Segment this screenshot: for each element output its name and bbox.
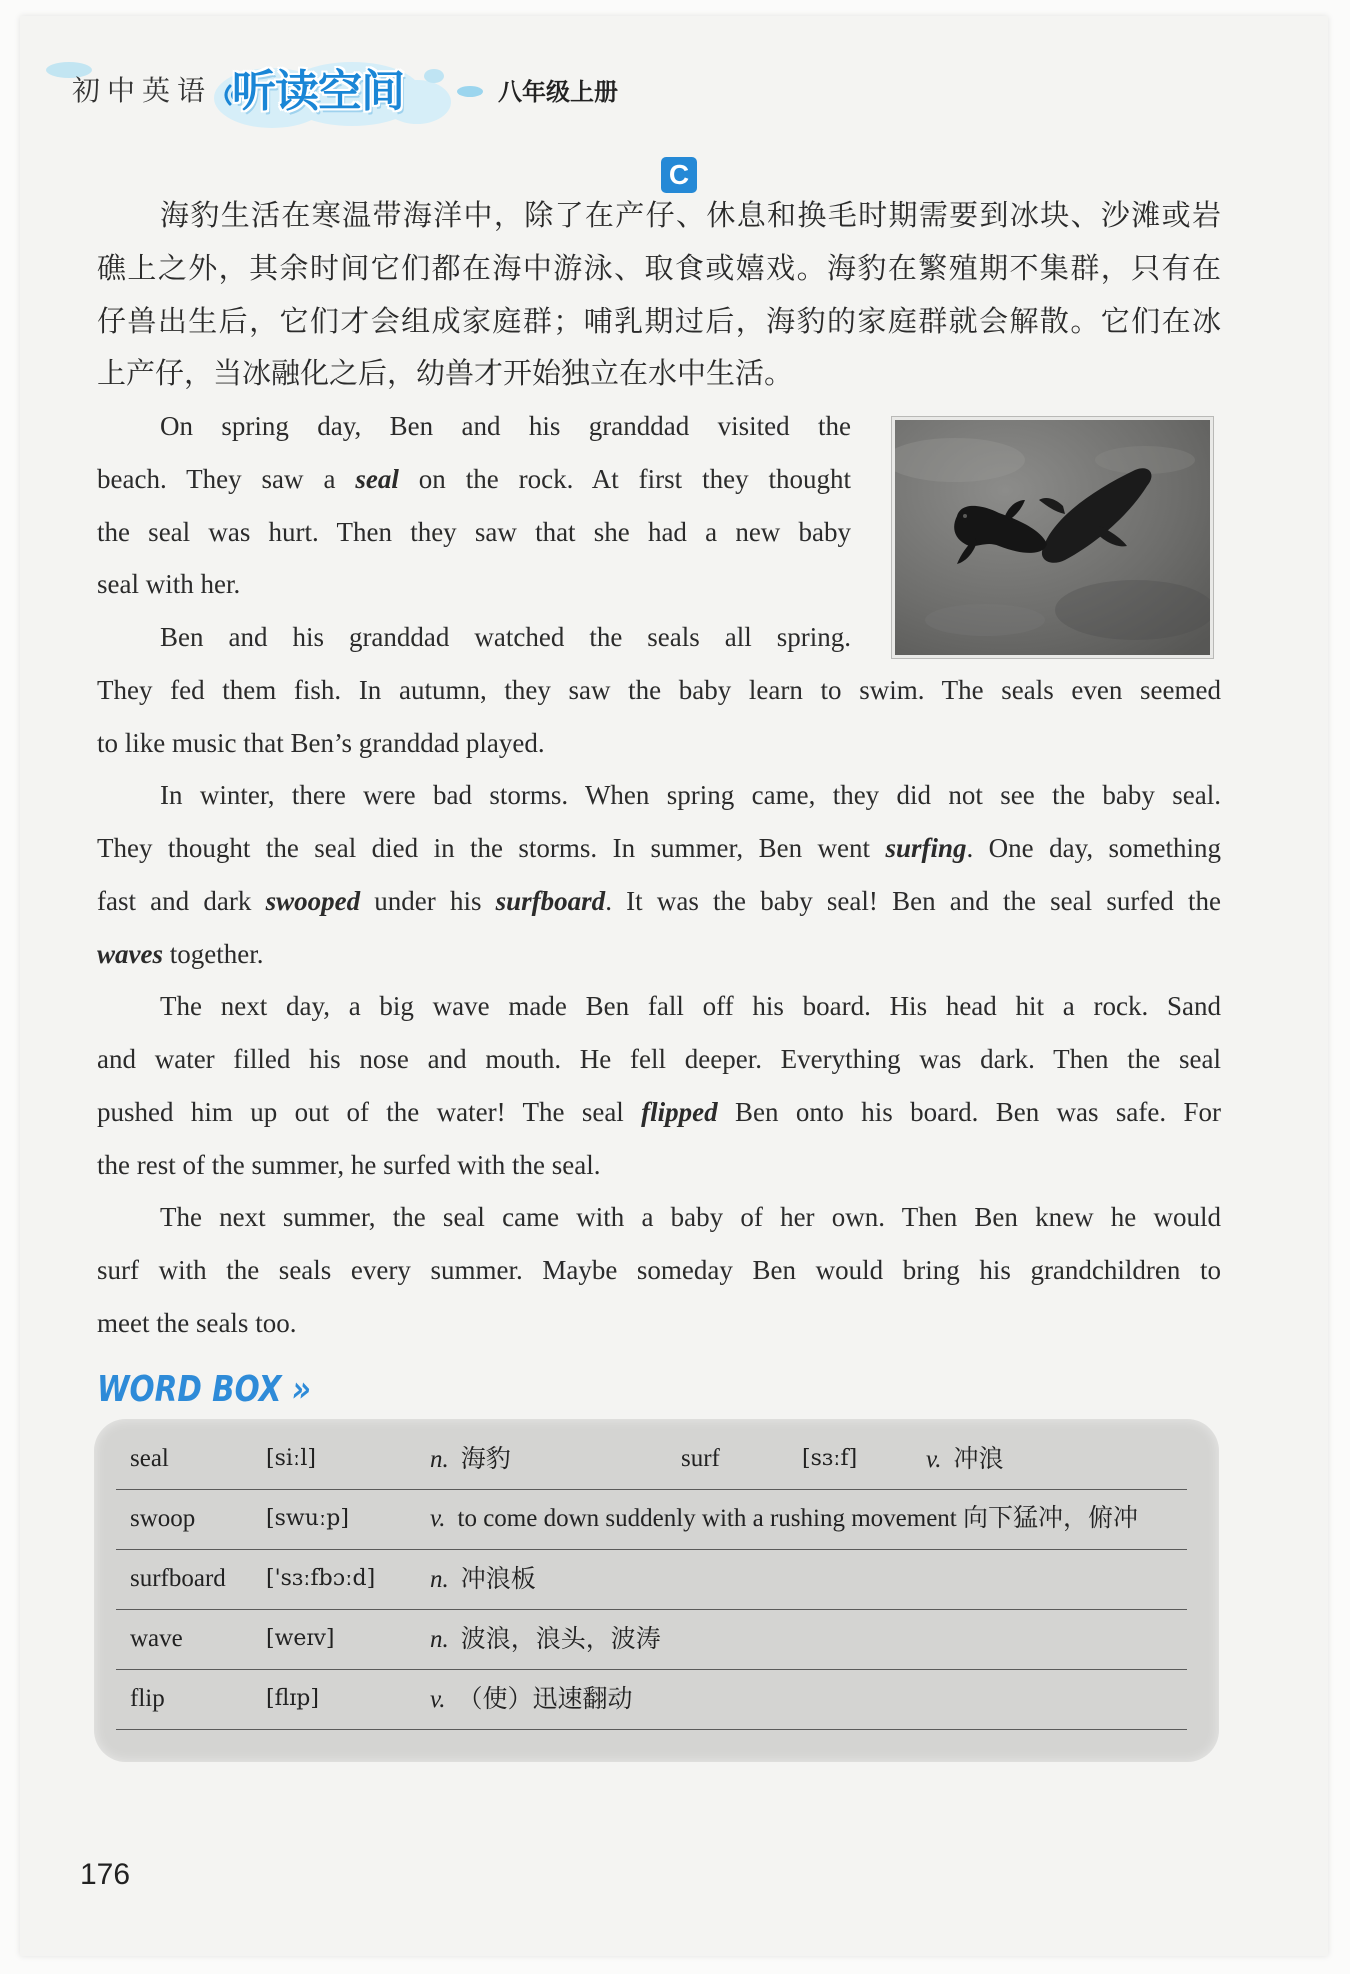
vocab-phonetic: [siːl] [266,1446,316,1471]
passage-line [97,1191,1221,1244]
text-run: The next summer, the seal came with a baby of her own. Then Ben knew he would [160,1202,1221,1233]
vocab-definition [926,1430,1004,1489]
intro-line: 仔兽出生后，它们才会组成家庭群；哺乳期过后，海豹的家庭群就会解散。它们在冰 [97,303,1221,338]
drop-decoration [457,86,483,97]
vocab-phonetic: [flɪp] [266,1686,319,1711]
text-run: under his [360,885,496,916]
seal-photo [891,416,1214,659]
text-run: together. [162,938,264,969]
vocab-word: swooped [265,885,361,916]
text-run: surf with the seals every summer. Maybe someday Ben would bring his grandchildren to [97,1255,1221,1285]
passage-paragraph [97,769,1221,980]
vocab-definition [430,1430,511,1489]
text-run: . It was the baby seal! Ben and the seal surfed the [605,885,1221,916]
word-box [94,1419,1219,1762]
word-box-row [116,1490,1187,1550]
word-box-row [116,1430,1187,1490]
vocab-phonetic: [sɜːf] [802,1446,858,1471]
vocab-phonetic: [weɪv] [266,1626,335,1651]
passage-line [97,769,1221,822]
vocab-term: swoop [130,1505,196,1532]
intro-line: 海豹生活在寒温带海洋中，除了在产仔、休息和换毛时期需要到冰块、沙滩或岩 [160,198,1221,232]
text-run: to like music that Ben’s granddad played. [97,727,545,758]
section-badge: C [661,157,697,193]
text-run: Ben and his granddad watched the seals all spring. [160,622,851,652]
vocab-definition [430,1610,661,1669]
passage-line [97,506,851,559]
page-number: 176 [80,1858,131,1891]
intro-line: 礁上之外，其余时间它们都在海中游泳、取食或嬉戏。海豹在繁殖期不集群，只有在 [97,250,1221,285]
passage-line [97,558,851,611]
text-run: On spring day, Ben and his granddad visited the [160,411,851,441]
passage-line [97,1086,1221,1139]
vocab-word: flipped [641,1096,718,1127]
part-of-speech: v. [926,1446,942,1473]
text-run: They thought the seal died in the storms. In summer, Ben went [97,833,886,863]
text-run: the seal was hurt. Then they saw that she had a new baby [97,516,851,547]
text-run: seal with her. [97,569,241,600]
word-box-title [97,1368,311,1412]
text-run: beach. They saw a [97,463,356,494]
vocab-word: seal [355,463,399,494]
passage-line [97,1244,1221,1297]
passage-line [97,664,1221,717]
vocab-definition [430,1490,1138,1548]
passage-paragraph [97,1191,1221,1349]
text-run: fast and dark [97,885,266,916]
word-box-row [116,1670,1187,1730]
textbook-page [20,16,1328,1956]
word-box-row [116,1550,1187,1610]
vocab-term: surfboard [130,1565,226,1592]
vocab-meaning: （使）迅速翻动 [457,1684,633,1713]
vocab-word: surfboard [495,885,606,916]
vocab-definition [430,1550,536,1609]
intro-line: 上产仔，当冰融化之后，幼兽才开始独立在水中生活。 [97,356,794,391]
vocab-phonetic: [swuːp] [266,1506,349,1531]
vocab-phonetic: ['sɜːfbɔːd] [266,1566,376,1591]
text-run: and water filled his nose and mouth. He fell deeper. Everything was dark. Then the seal [97,1044,1221,1074]
vocab-term: seal [130,1445,169,1472]
vocab-meaning: to come down suddenly with a rushing movement 向下猛冲，俯冲 [457,1505,1138,1532]
reading-passage [97,189,1221,1350]
double-chevron-icon: » [291,1369,311,1410]
vocab-meaning: 海豹 [460,1444,511,1473]
passage-line [97,453,851,506]
passage-line [97,980,1221,1033]
part-of-speech: v. [430,1505,446,1532]
text-run: pushed him up out of the water! The seal [97,1096,642,1127]
part-of-speech: n. [430,1626,449,1653]
passage-line [97,928,1221,981]
text-run: The next day, a big wave made Ben fall off his board. His head hit a rock. Sand [160,991,1221,1022]
text-run: . One day, something [966,833,1221,863]
text-run: Ben onto his board. Ben was safe. For [717,1096,1221,1127]
passage-line [97,1139,1221,1192]
passage-line [97,611,851,664]
part-of-speech: n. [430,1446,449,1473]
vocab-term: wave [130,1625,183,1652]
passage-line [97,875,1221,928]
grade-label: 八年级上册 [498,78,618,106]
text-run: the rest of the summer, he surfed with the seal. [97,1149,601,1180]
logo: 听读空间 [232,66,404,117]
seal-photo-image [895,420,1210,655]
word-box-title-text: WORD BOX [97,1369,282,1410]
vocab-word: waves [97,938,163,969]
word-box-row [116,1610,1187,1670]
part-of-speech: v. [430,1686,446,1713]
vocab-definition [430,1670,633,1729]
part-of-speech: n. [430,1566,449,1593]
vocab-term: flip [130,1685,165,1712]
vocab-meaning: 波浪，浪头，波涛 [460,1624,661,1653]
text-run: meet the seals too. [97,1307,297,1338]
vocab-meaning: 冲浪板 [460,1564,536,1593]
vocab-word: surfing [885,833,967,863]
passage-line [97,822,1221,875]
text-run: They fed them fish. In autumn, they saw the baby learn to swim. The seals even seemed [97,674,1221,705]
text-run: In winter, there were bad storms. When spring came, they did not see the baby seal. [160,780,1221,811]
vocab-meaning: 冲浪 [953,1444,1004,1473]
passage-line [97,1297,1221,1350]
vocab-term: surf [681,1445,720,1472]
passage-paragraph [97,980,1221,1191]
passage-line [97,400,851,453]
series-title: 初中英语 [72,74,213,107]
text-run: on the rock. At first they thought [398,463,851,494]
passage-line [97,1033,1221,1086]
passage-line [97,717,1221,770]
